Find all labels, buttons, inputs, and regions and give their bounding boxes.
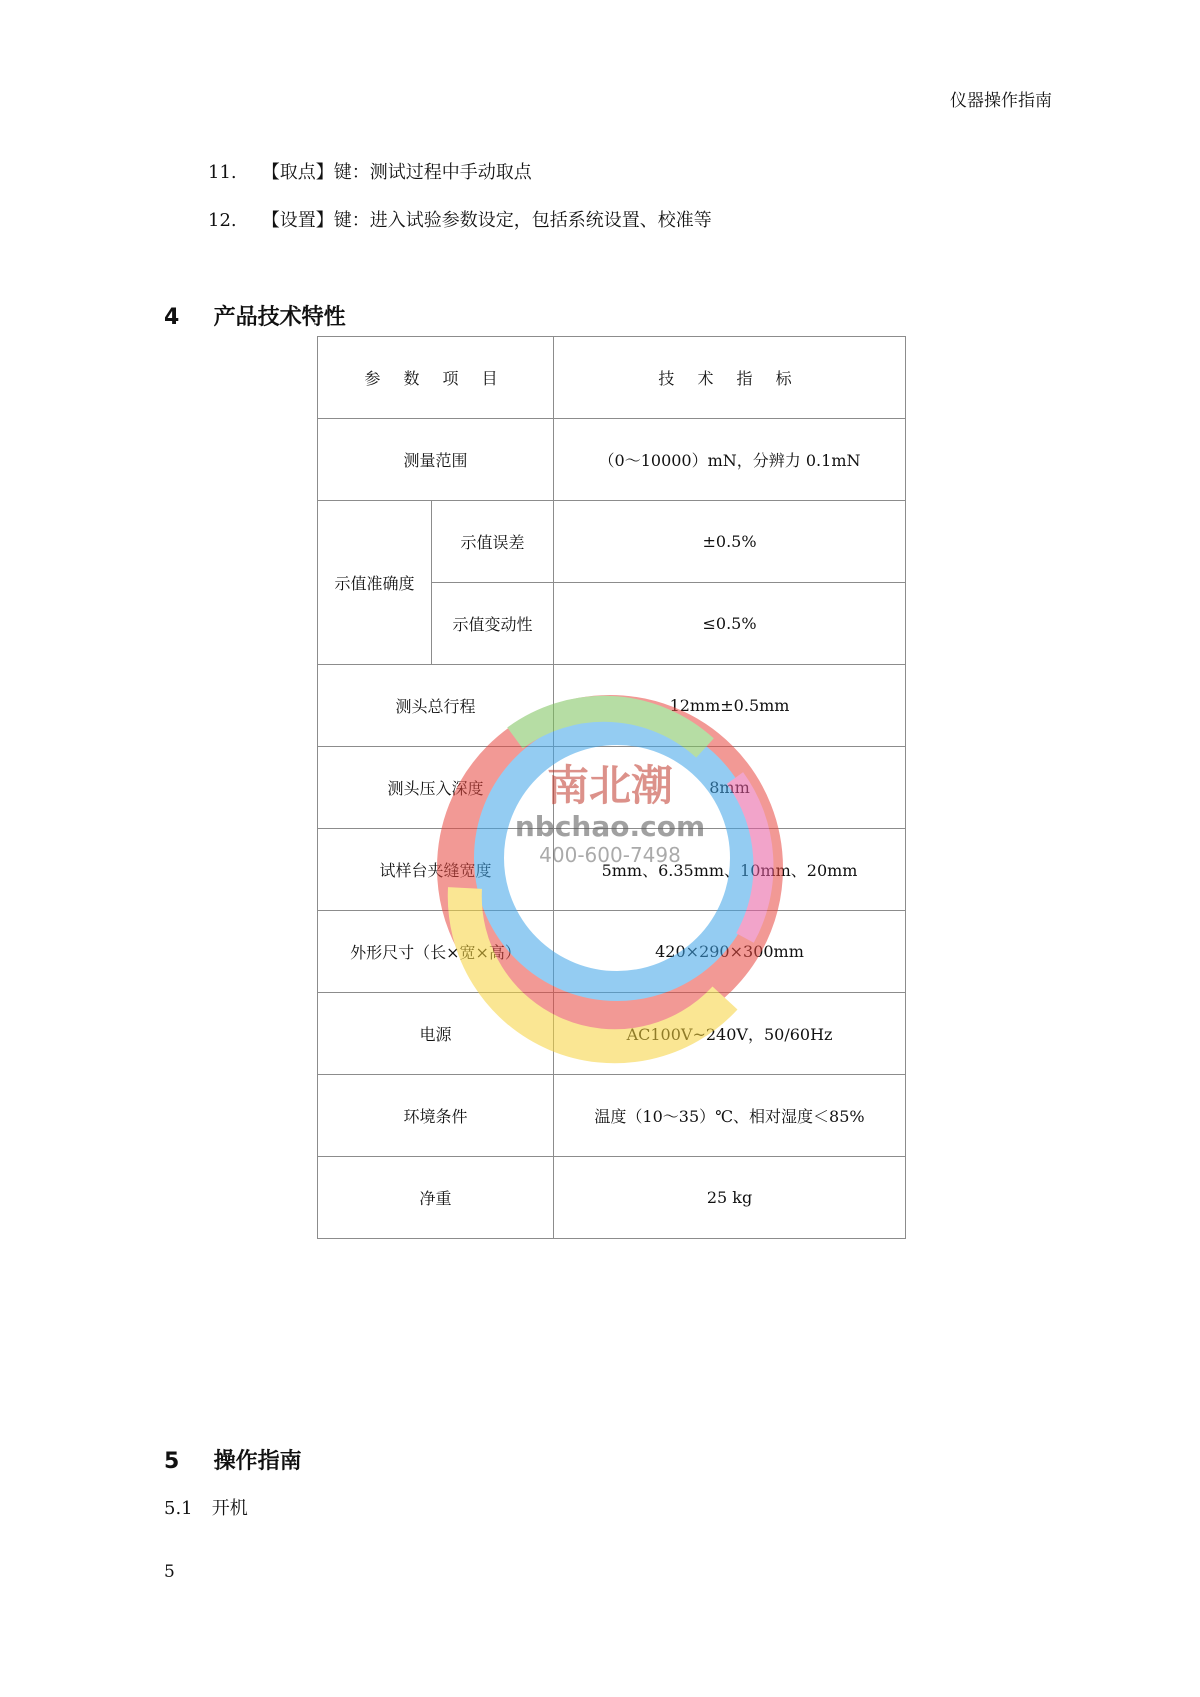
watermark-brand: 南北潮 [546,761,674,810]
spec-cell: 8mm [554,747,906,829]
spec-cell: ≤0.5% [554,583,906,665]
subsection-heading [164,1494,248,1520]
list-item-text: 【取点】键：测试过程中手动取点 [261,162,532,183]
spec-cell: 5mm、6.35mm、10mm、20mm [554,829,906,911]
list-item-number: 11. [208,162,237,183]
param-group-cell: 示值准确度 [318,501,432,665]
sub-param-cell: 示值误差 [432,501,554,583]
header-spec: 技 术 指 标 [554,337,906,419]
table-row [318,747,906,829]
list-item [208,206,712,232]
table-row [318,1075,906,1157]
spec-cell: 25 kg [554,1157,906,1239]
list-item-number: 12. [208,210,237,231]
sub-param-cell: 示值变动性 [432,583,554,665]
subsection-number: 5.1 [164,1498,193,1519]
header-param: 参 数 项 目 [318,337,554,419]
spec-cell: 温度（10～35）℃、相对湿度＜85% [554,1075,906,1157]
section-title: 产品技术特性 [213,305,346,330]
param-cell: 试样台夹缝宽度 [318,829,554,911]
spec-cell: AC100V~240V，50/60Hz [554,993,906,1075]
table-row [318,1157,906,1239]
section-heading-5 [164,1444,302,1475]
section-number: 5 [164,1449,180,1474]
spec-cell: （0～10000）mN，分辨力 0.1mN [554,419,906,501]
page-header: 仪器操作指南 [950,91,1052,111]
watermark-site: nbchao.com [514,810,706,843]
table-row [318,501,906,583]
param-cell: 测头压入深度 [318,747,554,829]
section-number: 4 [164,305,180,330]
param-cell: 电源 [318,993,554,1075]
table-row [318,419,906,501]
param-cell: 测头总行程 [318,665,554,747]
spec-cell: 12mm±0.5mm [554,665,906,747]
table-header-row [318,337,906,419]
table-row [318,911,906,993]
param-cell: 测量范围 [318,419,554,501]
param-cell: 净重 [318,1157,554,1239]
section-heading-4 [164,300,346,331]
spec-cell: 420×290×300mm [554,911,906,993]
list-item-text: 【设置】键：进入试验参数设定，包括系统设置、校准等 [261,210,712,231]
list-item [208,158,532,184]
param-cell: 环境条件 [318,1075,554,1157]
table-row [318,993,906,1075]
table-row [318,665,906,747]
spec-table [317,336,906,1239]
subsection-title: 开机 [211,1498,248,1519]
table-row [318,829,906,911]
section-title: 操作指南 [213,1449,302,1474]
page-number: 5 [164,1562,175,1582]
param-cell: 外形尺寸（长×宽×高） [318,911,554,993]
watermark-phone: 400-600-7498 [539,843,681,867]
spec-cell: ±0.5% [554,501,906,583]
